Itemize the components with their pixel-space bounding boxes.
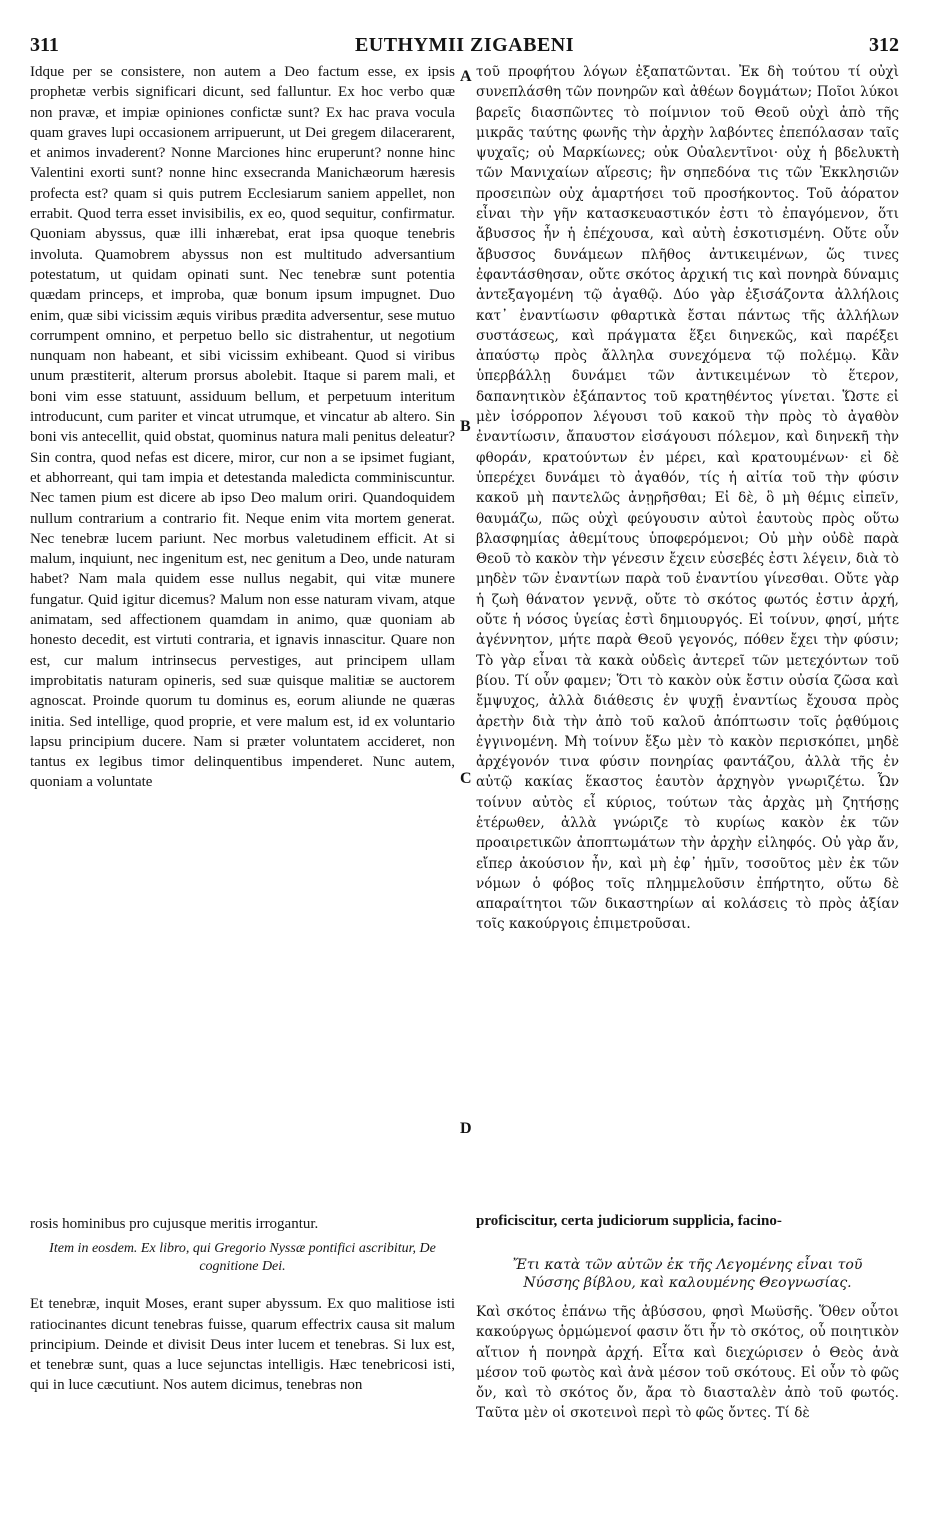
- running-title: EUTHYMII ZIGABENI: [354, 34, 575, 56]
- greek-column-lower: [476, 1250, 899, 1530]
- margin-marker-d: D: [460, 1120, 472, 1137]
- page-number-right: 312: [869, 34, 899, 56]
- latin-paragraph-2: Et tenebræ, inquit Moses, erant super abyssum. Ex quo malitiose isti ratiocinantes dicunt tenebras fuisse, quarum effectrix causa sit malum principium. Deinde et divisit Deus inter lucem et tenebras. Si lux est, et tenebræ sunt, quas a luce sejunctas intelligis. Hæc tenebricosi isti, qui in luce cæcutiunt. Nos autem dicimus, tenebras non: [30, 1296, 455, 1394]
- margin-marker-c: C: [460, 770, 472, 787]
- page-number-left: 311: [30, 34, 59, 56]
- greek-paragraph-2: Καὶ σκότος ἐπάνω τῆς ἀβύσσου, φησὶ Μωϋσῆς. Ὅθεν οὗτοι κακούργως ὁρμώμενοί φασιν ὅτι ἦν τὸ σκότος, οὗ ποιητικὸν αἴτιον ἡ πονηρὰ ἀρχή. Εἶτα καὶ διεχώρισεν ὁ Θεὸς ἀνὰ μέσον τοῦ φωτὸς καὶ ἀνὰ μέσον τοῦ σκότους. Εἰ οὖν τὸ φῶς ὄν, καὶ τὸ σκότος ὄν, ἄρα τὸ διασταλὲν ἀπὸ τοῦ φωτός. Ταῦτα μὲν οἱ σκοτεινοὶ περὶ τὸ φῶς ὄντες. Τί δὲ: [476, 1304, 899, 1422]
- latin-paragraph-tail: rosis hominibus pro cujusque meritis irrogantur.: [30, 1216, 319, 1232]
- greek-paragraph-1: τοῦ προφήτου λόγων ἐξαπατῶνται. Ἐκ δὴ τούτου τί οὐχὶ συνεπλάσθη τῶν πονηρῶν καὶ ἀθέων δογμάτων; Ποῖοι λύκοι βαρεῖς διασπῶντες τὸ ποίμνιον τοῦ Θεοῦ οὐχὶ ἀπὸ τῆς μικρᾶς ταύτης φωνῆς τὴν ἀρχὴν λαβόντες ἐπεπόλασαν ταῖς ψυχαῖς; οὐ Μαρκίωνες; οὐκ Οὐαλεντῖνοι· οὐχ ἡ βδελυκτὴ τῶν Μανιχαίων αἵρεσις; ἣν σηπεδόνα τις τῶν Ἐκκλησιῶν προσειπὼν οὐχ ἁμαρτήσει τοῦ προσήκοντος. Τοῦ ἀόρατον εἶναι τὴν γῆν κατασκευαστικόν ἐστι τὸ ἐπαγόμενον, ὅτι ἄβυσσος ἦν ἡ ἐπέχουσα, καὶ αὐτὴ ἐσκοτισμένη. Οὔτε οὖν ἄβυσσος δυνάμεων πλῆθος ἀντικειμένων, ὥς τινες ἐφαντάσθησαν, οὔτε σκότος ἀρχική τις καὶ πονηρὰ δύναμις ἀντεξαγομένη τῷ ἀγαθῷ. Δύο γὰρ ἐξισάζοντα ἀλλήλοις κατ᾽ ἐναντίωσιν φθαρτικὰ ἔσται πάντως τῆς ἀλλήλων συστάσεως, καὶ πράγματα ἕξει διηνεκῶς, καὶ παρέξει ἀπαύστῳ πρὸς ἄλληλα συνεχόμενα τῷ πολέμῳ. Κἂν ὑπερβάλλῃ δυνάμει τῶν ἀντικειμένων τὸ ἕτερον, δαπανητικὸν ἐξάπαντος τοῦ κρατηθέντος γίνεται. Ὥστε εἰ μὲν ἰσόρροπον λέγουσι τοῦ κακοῦ τὴν πρὸς τὸ ἀγαθὸν ἐναντίωσιν, ἄπαυστον εἰσάγουσι πόλεμον, καὶ διηνεκῆ τὴν φθοράν, κρατούντων ἐν μέρει, καὶ κρατουμένων· εἰ δὲ ὑπερέχει δυνάμει τὸ ἀγαθόν, τίς ἡ αἰτία τοῦ τὴν φύσιν κακοῦ μὴ παντελῶς ἀνῃρῆσθαι; Εἰ δὲ, ὃ μὴ θέμις εἰπεῖν, θαυμάζω, πῶς οὐχὶ φεύγουσιν αὐτοὶ ἑαυτοὺς πρὸς οὕτω βλασφημίας ἀθεμίτους ὑποφερόμενοι; Οὐ μὴν οὐδὲ παρὰ Θεοῦ τὸ κακὸν τὴν γένεσιν ἔχειν εὐσεβές ἐστι λέγειν, διὰ τὸ μηδὲν τῶν ἐναντίων παρὰ τοῦ ἐναντίου γίνεσθαι. Οὔτε γὰρ ἡ ζωὴ θάνατον γεννᾷ, οὔτε τὸ σκότος φωτός ἐστιν ἀρχή, οὔτε ἡ νόσος ὑγείας ἐστὶ δημιουργός. Εἰ τοίνυν, φησί, μήτε ἀγέννητον, μήτε παρὰ Θεοῦ γεγονός, πόθεν ἔχει τὴν φύσιν; Τὸ γὰρ εἶναι τὰ κακὰ οὐδεὶς ἀντερεῖ τῶν μετεχόντων τοῦ βίου. Τί οὖν φαμεν; Ὅτι τὸ κακὸν οὐκ ἔστιν οὐσία ζῶσα καὶ ἔμψυχος, ἀλλὰ διάθεσις ἐν ψυχῇ ἐναντίως ἔχουσα πρὸς ἀρετὴν διὰ τὴν ἀπὸ τοῦ καλοῦ ἀπόπτωσιν τοῖς ῥᾳθύμοις ἐγγινομένη. Μὴ τοίνυν ἔξω μὲν τὸ κακὸν περισκόπει, μηδὲ ἀρχέγονόν τινα φύσιν πονηρίας φαντάζου, ἀλλὰ τῆς ἐν αὐτῷ κακίας ἕκαστος ἑαυτὸν ἀρχηγὸν γνωριζέτω. Ὧν τοίνυν αὐτὸς εἶ κύριος, τούτων τὰς ἀρχὰς μὴ ζητήσῃς ἑτέρωθεν, ἀλλὰ γνώριζε τὸ κυρίως κακὸν ἐκ τῶν προαιρετικῶν ἀποπτωμάτων τὴν ἀρχὴν εἰληφός. Οὐ γὰρ ἄν, εἴπερ ἀκούσιον ἦν, καὶ μὴ ἐφ᾽ ἡμῖν, τοσοῦτος μὲν ἐκ τῶν νόμων ὁ φόβος τοῖς πλημμελοῦσιν ἐπήρτητο, οὕτω δὲ απαραίτητοι τῶν δικαστηρίων αἱ κολάσεις τὸ πρὸς ἀξίαν τοῖς κακούργοις ἐπιμετροῦσαι.: [476, 64, 899, 933]
- greek-column: [476, 62, 899, 1207]
- margin-marker-b: B: [460, 418, 471, 435]
- margin-marker-a: A: [460, 68, 472, 85]
- latin-column: [30, 62, 455, 1517]
- latin-section-heading: Item in eosdem. Ex libro, qui Gregorio Nyssæ pontifici ascribitur, De cognitione Dei.: [49, 1241, 436, 1275]
- greek-section-heading: Ἔτι κατὰ τῶν αὐτῶν ἐκ τῆς Λεγομένης εἶναι τοῦ Νύσσης βίβλου, καὶ καλουμένης Θεογνωσίας.: [512, 1257, 863, 1291]
- continuation-line: proficiscitur, certa judiciorum supplicia, facino-: [476, 1213, 782, 1229]
- latin-paragraph-1: Idque per se consistere, non autem a Deo factum esse, ex ipsis prophetæ verbis significari dicunt, sed falluntur. Ex hoc verbo quæ non pravæ, et impiæ opiniones confictæ sunt? Ex hac prava vocula quam graves lupi occasionem arripuerunt, ut Dei gregem dilacerarent, et animos invaderent? Nonne Marciones hinc eruperunt? nonne hinc Valentini exorti sunt? nonne hinc exsecranda Manichæorum hæresis profecta est? quam si quis putrem Ecclesiarum saniem appellet, non errabit. Quod terra esset invisibilis, ex eo, quod sequitur, confirmatur. Quoniam abyssus, quæ illi inhærebat, erat ipsa quoque tenebris involuta. Quamobrem abyssus non est multitudo adversantium potestatum, ut quidam opinati sunt. Nec tenebræ sunt potentia quædam princeps, et improba, quæ bonum ipsum impugnet. Duo enim, quæ sibi vicissim æquis viribus prædita adversentur, sese mutuo corrumpent omnino, et perpetuo bello sic distrahentur, ut negotium nunquam non habeant, et sibi vicissim exhibeant. Quod si viribus unum præstiterit, alterum prorsus abolebit. Itaque si parem mali, et boni vim esse statuunt, assiduum bellum, et perpetuum interitum introducunt, cum pariter et vincat utrumque, et vincatur ab altero. Sin boni vis antecellit, quid obstat, quominus natura mali penitus deleatur? Sin contra, quod nefas est dicere, miror, cur non a se ipsimet fugiant, et abhorreant, qui tam impia et detestanda maledicta comminiscuntur. Nec tamen pium est dicere ab ipso Deo malum oriri. Quandoquidem nullum contrarium a contrario fit. Neque enim vita mortem generat. Nec tenebræ lucem pariunt. Nec morbus valetudinem efficit. At si malum, inquiunt, nec ingenitum est, nec genitum a Deo, unde naturam habet? Nam mala quidem esse nullus negabit, qui vitæ munere fungatur. Quid igitur dicemus? Malum non esse naturam vivam, atque animatam, sed affectionem quamdam in animo, quæ quoniam ab honesto decedit, est virtuti contraria, et ignavis innascitur. Quare non est, cur malum intrinsecus pervestiges, aut principem ullam improbitatis naturam opineris, sed suæ quisque malitiæ se auctorem agnoscat. Proinde quorum tu dominus es, eorum aliunde ne quæras initia. Sed intellige, quod proprie, et vere malum est, id ex voluntario lapsu principium ducere. Nam si præter voluntatem accideret, non tantus ex legibus timor delinquentibus impenderet. Nunc autem, quoniam a voluntate: [30, 64, 455, 791]
